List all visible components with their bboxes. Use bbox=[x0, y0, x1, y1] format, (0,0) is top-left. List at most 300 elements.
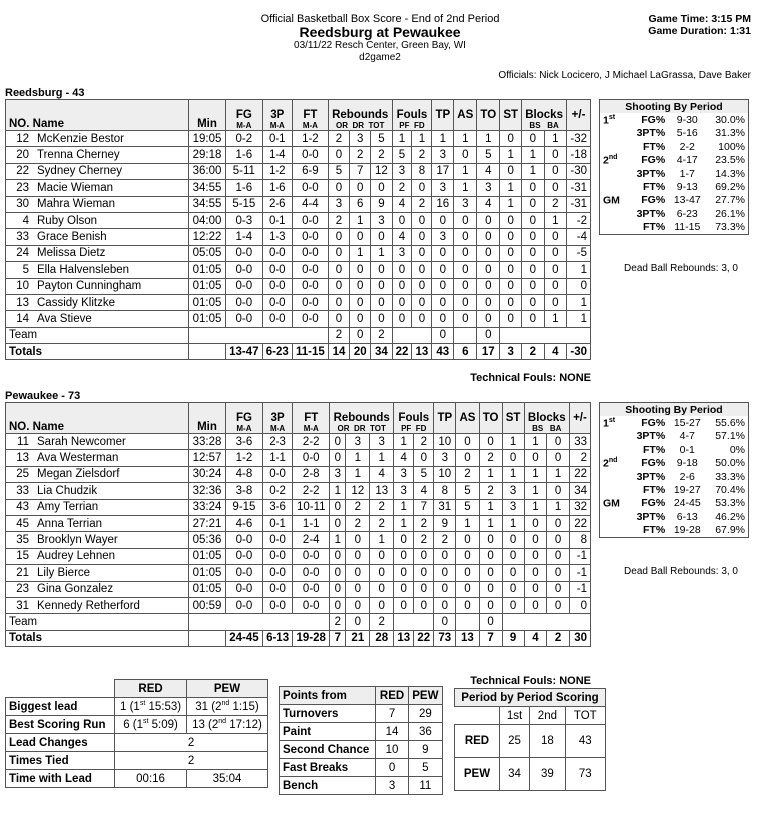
stat-or: 0 bbox=[328, 147, 349, 163]
player-number: 20 bbox=[16, 149, 29, 162]
ft-header: FT M-A bbox=[293, 403, 330, 434]
stat-or: 1 bbox=[330, 483, 346, 499]
stat-fg: 0-0 bbox=[226, 597, 263, 613]
player-name-cell bbox=[6, 548, 189, 564]
stat-pm: -1 bbox=[569, 548, 590, 564]
stat-st: 0 bbox=[502, 581, 524, 597]
shooting-period bbox=[600, 470, 629, 483]
player-name: Mahra Wieman bbox=[37, 198, 115, 211]
3p-header: 3P M-A bbox=[262, 100, 292, 131]
box-header-row bbox=[6, 403, 591, 434]
stat-tot: 0 bbox=[371, 262, 392, 278]
player-name-cell bbox=[6, 163, 189, 179]
shooting-pct: 30.0% bbox=[715, 114, 745, 127]
stat-fd: 0 bbox=[412, 180, 432, 196]
shooting-period: 2nd bbox=[603, 154, 618, 167]
stat-to: 1 bbox=[479, 515, 502, 531]
stat-tot: 0 bbox=[371, 278, 392, 294]
stat-min: 36:00 bbox=[189, 163, 226, 179]
3p-header: 3P M-A bbox=[262, 403, 292, 434]
player-number: 21 bbox=[16, 566, 29, 579]
stat-fg: 0-2 bbox=[226, 131, 263, 147]
stat-ft: 0-0 bbox=[292, 212, 328, 228]
stat-or: 1 bbox=[330, 532, 346, 548]
shooting-period bbox=[600, 524, 629, 538]
player-number: 13 bbox=[16, 296, 29, 309]
points-from-row bbox=[280, 759, 443, 777]
shooting-stat: FG% bbox=[641, 497, 666, 510]
stat-or: 0 bbox=[328, 245, 349, 261]
player-name-cell bbox=[6, 294, 189, 310]
stat-or: 3 bbox=[328, 196, 349, 212]
stat-st: 1 bbox=[502, 434, 524, 450]
scoring-run-pew: 13 (2nd 17:12) bbox=[186, 716, 267, 734]
shooting-period bbox=[600, 510, 629, 523]
stat-pf: 1 bbox=[392, 131, 412, 147]
stat-to: 0 bbox=[477, 294, 500, 310]
stat-as: 3 bbox=[454, 196, 477, 212]
st-header: ST bbox=[502, 403, 524, 434]
stat-p3: 0-0 bbox=[262, 245, 292, 261]
stat-p3: 0-1 bbox=[262, 515, 292, 531]
stat-dr: 1 bbox=[350, 212, 371, 228]
stat-fg: 0-0 bbox=[226, 278, 263, 294]
stat-to: 0 bbox=[479, 532, 502, 548]
stat-min: 29:18 bbox=[189, 147, 226, 163]
shooting-period bbox=[600, 180, 629, 193]
stat-bs: 0 bbox=[522, 212, 545, 228]
stat-dr: 2 bbox=[346, 515, 370, 531]
shooting-stat: FT% bbox=[643, 140, 666, 153]
fouls-header: Fouls PF FD bbox=[392, 100, 432, 131]
total-fd: 13 bbox=[412, 344, 432, 360]
stat-st: 0 bbox=[500, 245, 522, 261]
points-from-header: Points from bbox=[280, 687, 376, 705]
player-row bbox=[6, 548, 591, 564]
stat-tp: 10 bbox=[434, 434, 456, 450]
stat-tp: 3 bbox=[434, 450, 456, 466]
shooting-row bbox=[600, 167, 749, 180]
shooting-stat: 3PT% bbox=[636, 510, 666, 523]
stat-min: 01:05 bbox=[189, 311, 226, 327]
team-dr: 0 bbox=[350, 327, 371, 343]
player-name: Anna Terrian bbox=[37, 517, 102, 530]
shooting-pct: 57.1% bbox=[715, 430, 745, 443]
stat-fd: 0 bbox=[414, 581, 434, 597]
stat-dr: 7 bbox=[350, 163, 371, 179]
shooting-stat: FG% bbox=[641, 417, 666, 430]
technical-fouls: Technical Fouls: NONE bbox=[470, 675, 591, 687]
stat-ba: 0 bbox=[547, 565, 570, 581]
fg-header: FG M-A bbox=[226, 403, 263, 434]
game-time: Game Time: 3:15 PM bbox=[648, 13, 751, 25]
stat-to: 0 bbox=[477, 212, 500, 228]
points-from-pew: 5 bbox=[408, 759, 442, 777]
stat-st: 0 bbox=[500, 294, 522, 310]
points-from-table bbox=[279, 686, 443, 795]
tp-header: TP bbox=[434, 403, 456, 434]
shooting-row bbox=[600, 497, 749, 510]
stat-as: 1 bbox=[456, 515, 479, 531]
shooting-row bbox=[600, 483, 749, 496]
stat-fg: 3-6 bbox=[226, 434, 263, 450]
stat-pf: 4 bbox=[394, 450, 414, 466]
shooting-pct: 46.2% bbox=[715, 510, 745, 523]
stat-pm: -32 bbox=[567, 131, 591, 147]
total-pm: 30 bbox=[569, 630, 590, 646]
scoring-run-red: 6 (1st 5:09) bbox=[115, 716, 187, 734]
player-name-cell bbox=[6, 212, 189, 228]
stat-pm: -30 bbox=[567, 163, 591, 179]
stat-or: 0 bbox=[328, 311, 349, 327]
stat-fd: 0 bbox=[414, 597, 434, 613]
team-tot: 2 bbox=[371, 327, 392, 343]
stat-dr: 0 bbox=[346, 532, 370, 548]
stat-tot: 9 bbox=[371, 196, 392, 212]
stat-p3: 0-0 bbox=[262, 466, 292, 482]
stat-dr: 0 bbox=[346, 565, 370, 581]
stat-ft: 0-0 bbox=[293, 597, 330, 613]
total-dr: 20 bbox=[350, 344, 371, 360]
stat-p3: 1-4 bbox=[262, 147, 292, 163]
stat-pf: 3 bbox=[392, 245, 412, 261]
game-duration: Game Duration: 1:31 bbox=[648, 25, 751, 37]
player-number: 25 bbox=[16, 468, 29, 481]
period-score: 25 bbox=[499, 725, 529, 758]
stat-pf: 0 bbox=[394, 597, 414, 613]
shooting-made-att: 2-6 bbox=[679, 470, 695, 483]
shooting-pct: 70.4% bbox=[715, 484, 745, 497]
stat-min: 01:05 bbox=[189, 278, 226, 294]
player-number: 23 bbox=[16, 583, 29, 596]
total-to: 7 bbox=[479, 630, 502, 646]
player-name-cell bbox=[6, 565, 189, 581]
player-number: 45 bbox=[16, 517, 29, 530]
stat-tot: 13 bbox=[370, 483, 394, 499]
stat-tot: 0 bbox=[371, 294, 392, 310]
stat-pf: 3 bbox=[394, 466, 414, 482]
shooting-stat: FG% bbox=[641, 154, 666, 167]
stat-fg: 4-8 bbox=[226, 466, 263, 482]
stat-fg: 4-6 bbox=[226, 515, 263, 531]
team-row-label: Team bbox=[6, 614, 189, 630]
stat-p3: 1-2 bbox=[262, 163, 292, 179]
stat-ft: 0-0 bbox=[292, 147, 328, 163]
stat-as: 0 bbox=[454, 262, 477, 278]
period-col-2: 2nd bbox=[530, 707, 565, 725]
total-pf: 13 bbox=[394, 630, 414, 646]
stat-tot: 3 bbox=[370, 434, 394, 450]
stat-p3: 0-0 bbox=[262, 548, 292, 564]
player-name-cell bbox=[6, 311, 189, 327]
stat-dr: 0 bbox=[350, 229, 371, 245]
player-number: 24 bbox=[16, 247, 29, 260]
stat-fg: 0-0 bbox=[226, 262, 263, 278]
stat-to: 2 bbox=[479, 483, 502, 499]
total-bs: 2 bbox=[522, 344, 545, 360]
shooting-period: GM bbox=[603, 497, 620, 510]
shooting-made-att: 1-7 bbox=[679, 167, 695, 180]
stat-tot: 1 bbox=[370, 532, 394, 548]
player-row bbox=[6, 515, 591, 531]
total-tot: 34 bbox=[371, 344, 392, 360]
stat-pm: -1 bbox=[569, 565, 590, 581]
shooting-stat: FT% bbox=[643, 484, 666, 497]
player-row bbox=[6, 229, 591, 245]
stat-tot: 0 bbox=[370, 548, 394, 564]
player-number: 33 bbox=[16, 484, 29, 497]
stat-pm: 0 bbox=[569, 597, 590, 613]
biggest-lead-label: Biggest lead bbox=[6, 698, 115, 716]
stat-min: 04:00 bbox=[189, 212, 226, 228]
stat-as: 0 bbox=[456, 597, 479, 613]
player-number: 5 bbox=[22, 263, 29, 276]
player-row bbox=[6, 483, 591, 499]
stat-ft: 1-1 bbox=[293, 515, 330, 531]
shooting-row bbox=[600, 113, 749, 126]
player-row bbox=[6, 434, 591, 450]
stat-to: 1 bbox=[479, 499, 502, 515]
stat-tp: 0 bbox=[432, 262, 454, 278]
player-number: 14 bbox=[16, 312, 29, 325]
stat-pm: -5 bbox=[567, 245, 591, 261]
stat-st: 0 bbox=[500, 229, 522, 245]
stat-pf: 4 bbox=[392, 229, 412, 245]
player-number: 4 bbox=[22, 214, 29, 227]
shooting-made-att: 19-27 bbox=[673, 484, 701, 497]
stat-pf: 4 bbox=[392, 196, 412, 212]
stat-tp: 3 bbox=[432, 180, 454, 196]
total-tot: 28 bbox=[370, 630, 394, 646]
stat-dr: 0 bbox=[346, 581, 370, 597]
total-as: 6 bbox=[454, 344, 477, 360]
stat-dr: 1 bbox=[350, 245, 371, 261]
stat-bs: 1 bbox=[522, 147, 545, 163]
stat-tp: 1 bbox=[432, 131, 454, 147]
leads-header-red: RED bbox=[115, 680, 187, 698]
stat-or: 2 bbox=[328, 131, 349, 147]
stat-ba: 0 bbox=[544, 245, 567, 261]
shooting-made-att: 9-30 bbox=[676, 114, 698, 127]
total-tp: 43 bbox=[432, 344, 454, 360]
stat-p3: 3-6 bbox=[262, 499, 292, 515]
stat-ft: 0-0 bbox=[292, 180, 328, 196]
player-name: Amy Terrian bbox=[37, 501, 99, 514]
team-title: Reedsburg - 43 bbox=[5, 87, 85, 99]
points-from-row bbox=[280, 705, 443, 723]
matchup-title: Reedsburg at Pewaukee bbox=[299, 24, 461, 40]
stat-fd: 8 bbox=[412, 163, 432, 179]
time-with-lead-pew: 35:04 bbox=[186, 770, 267, 788]
stat-ba: 1 bbox=[547, 499, 570, 515]
stat-or: 0 bbox=[330, 499, 346, 515]
shooting-by-period bbox=[599, 402, 749, 538]
team-to: 0 bbox=[477, 327, 500, 343]
stat-as: 0 bbox=[454, 311, 477, 327]
stat-to: 0 bbox=[479, 565, 502, 581]
stat-pm: -18 bbox=[567, 147, 591, 163]
points-from-col-pew: PEW bbox=[408, 687, 442, 705]
stat-bs: 0 bbox=[522, 311, 545, 327]
stat-fd: 2 bbox=[412, 147, 432, 163]
stat-p3: 0-0 bbox=[262, 532, 292, 548]
stat-or: 5 bbox=[328, 163, 349, 179]
stat-p3: 0-0 bbox=[262, 262, 292, 278]
shooting-by-period bbox=[599, 99, 749, 235]
stat-ft: 2-2 bbox=[293, 434, 330, 450]
stat-bs: 0 bbox=[524, 597, 547, 613]
stat-to: 4 bbox=[477, 163, 500, 179]
stat-bs: 0 bbox=[522, 294, 545, 310]
stat-ft: 2-4 bbox=[293, 532, 330, 548]
stat-bs: 0 bbox=[522, 245, 545, 261]
total-fg: 13-47 bbox=[226, 344, 263, 360]
shooting-period bbox=[600, 167, 629, 180]
total-bs: 4 bbox=[524, 630, 547, 646]
stat-dr: 0 bbox=[350, 311, 371, 327]
shooting-pct: 33.3% bbox=[715, 470, 745, 483]
stat-tp: 0 bbox=[432, 294, 454, 310]
stat-ba: 0 bbox=[547, 597, 570, 613]
stat-pm: -1 bbox=[569, 581, 590, 597]
stat-fg: 0-0 bbox=[226, 548, 263, 564]
player-number: 22 bbox=[16, 165, 29, 178]
total-ba: 4 bbox=[544, 344, 567, 360]
shooting-stat: FT% bbox=[643, 443, 666, 456]
player-number: 31 bbox=[16, 599, 29, 612]
stat-st: 3 bbox=[502, 483, 524, 499]
shooting-pct: 50.0% bbox=[715, 457, 745, 470]
stat-min: 34:55 bbox=[189, 196, 226, 212]
stat-tot: 1 bbox=[370, 450, 394, 466]
stat-as: 0 bbox=[454, 229, 477, 245]
stat-pf: 0 bbox=[394, 532, 414, 548]
stat-st: 1 bbox=[502, 466, 524, 482]
stat-dr: 12 bbox=[346, 483, 370, 499]
total-st: 9 bbox=[502, 630, 524, 646]
stat-fd: 0 bbox=[414, 565, 434, 581]
stat-bs: 0 bbox=[524, 565, 547, 581]
player-row bbox=[6, 499, 591, 515]
stat-bs: 0 bbox=[524, 515, 547, 531]
stat-tp: 0 bbox=[432, 311, 454, 327]
period-col-tot: TOT bbox=[565, 707, 605, 725]
player-name-cell bbox=[6, 180, 189, 196]
stat-or: 0 bbox=[330, 565, 346, 581]
stat-ba: 0 bbox=[547, 581, 570, 597]
stat-min: 12:22 bbox=[189, 229, 226, 245]
stat-bs: 1 bbox=[524, 466, 547, 482]
shooting-row bbox=[600, 416, 749, 429]
stat-st: 0 bbox=[502, 597, 524, 613]
leads-row bbox=[6, 752, 268, 770]
player-row bbox=[6, 147, 591, 163]
period-scoring-table bbox=[454, 688, 606, 791]
stat-st: 0 bbox=[500, 163, 522, 179]
player-name-cell bbox=[6, 515, 189, 531]
stat-bs: 0 bbox=[522, 131, 545, 147]
stat-tot: 2 bbox=[370, 515, 394, 531]
shooting-period bbox=[600, 443, 629, 456]
shooting-period bbox=[600, 483, 629, 496]
player-number: 11 bbox=[17, 435, 29, 448]
player-name: Ava Westerman bbox=[37, 452, 119, 465]
stat-as: 0 bbox=[456, 434, 479, 450]
player-row bbox=[6, 311, 591, 327]
shooting-row bbox=[600, 127, 749, 140]
stat-as: 5 bbox=[456, 483, 479, 499]
shooting-made-att: 24-45 bbox=[673, 497, 701, 510]
stat-fd: 2 bbox=[412, 196, 432, 212]
stat-to: 0 bbox=[477, 278, 500, 294]
stat-bs: 0 bbox=[524, 581, 547, 597]
player-name-cell bbox=[6, 450, 189, 466]
stat-tp: 9 bbox=[434, 515, 456, 531]
stat-tot: 0 bbox=[371, 180, 392, 196]
stat-pf: 2 bbox=[392, 180, 412, 196]
points-from-pew: 29 bbox=[408, 705, 442, 723]
shooting-pct: 73.3% bbox=[715, 221, 745, 234]
stat-or: 0 bbox=[330, 581, 346, 597]
stat-dr: 0 bbox=[350, 278, 371, 294]
player-name: Ella Halvensleben bbox=[37, 263, 130, 276]
stat-fd: 1 bbox=[412, 131, 432, 147]
stat-ft: 0-0 bbox=[293, 565, 330, 581]
stat-tp: 0 bbox=[434, 597, 456, 613]
stat-or: 2 bbox=[328, 212, 349, 228]
player-name-cell bbox=[6, 597, 189, 613]
stat-or: 0 bbox=[328, 294, 349, 310]
player-name: Lia Chudzik bbox=[37, 484, 98, 497]
player-name-cell bbox=[6, 245, 189, 261]
player-row bbox=[6, 262, 591, 278]
stat-pm: 22 bbox=[569, 466, 590, 482]
stat-ba: 0 bbox=[547, 434, 570, 450]
stat-pf: 0 bbox=[394, 581, 414, 597]
stat-fd: 0 bbox=[412, 294, 432, 310]
player-name-cell bbox=[6, 131, 189, 147]
player-name-cell bbox=[6, 499, 189, 515]
stat-ba: 0 bbox=[544, 147, 567, 163]
shooting-row bbox=[600, 221, 749, 235]
stat-pm: 2 bbox=[569, 450, 590, 466]
stat-ba: 0 bbox=[547, 450, 570, 466]
stat-dr: 1 bbox=[346, 466, 370, 482]
box-header-row bbox=[6, 100, 591, 131]
rebounds-header: Rebounds OR DR TOT bbox=[328, 100, 392, 131]
shooting-pct: 27.7% bbox=[715, 194, 745, 207]
shooting-stat: FG% bbox=[641, 194, 666, 207]
shooting-period: 1st bbox=[603, 416, 616, 430]
points-from-label: Second Chance bbox=[280, 741, 376, 759]
time-with-lead-label: Time with Lead bbox=[6, 770, 115, 788]
shooting-period bbox=[600, 127, 629, 140]
totals-row bbox=[6, 344, 591, 360]
stat-fg: 0-0 bbox=[226, 565, 263, 581]
biggest-lead-red: 1 (1st 15:53) bbox=[115, 698, 187, 716]
stat-ft: 0-0 bbox=[292, 245, 328, 261]
shooting-made-att: 0-1 bbox=[679, 443, 695, 456]
time-with-lead-red: 00:16 bbox=[115, 770, 187, 788]
stat-pm: 1 bbox=[567, 294, 591, 310]
total-to: 17 bbox=[477, 344, 500, 360]
stat-fg: 1-6 bbox=[226, 180, 263, 196]
team-row bbox=[6, 614, 591, 630]
player-row bbox=[6, 597, 591, 613]
player-name: Grace Benish bbox=[37, 231, 107, 244]
player-name: Trenna Cherney bbox=[37, 149, 120, 162]
leads-row bbox=[6, 734, 268, 752]
